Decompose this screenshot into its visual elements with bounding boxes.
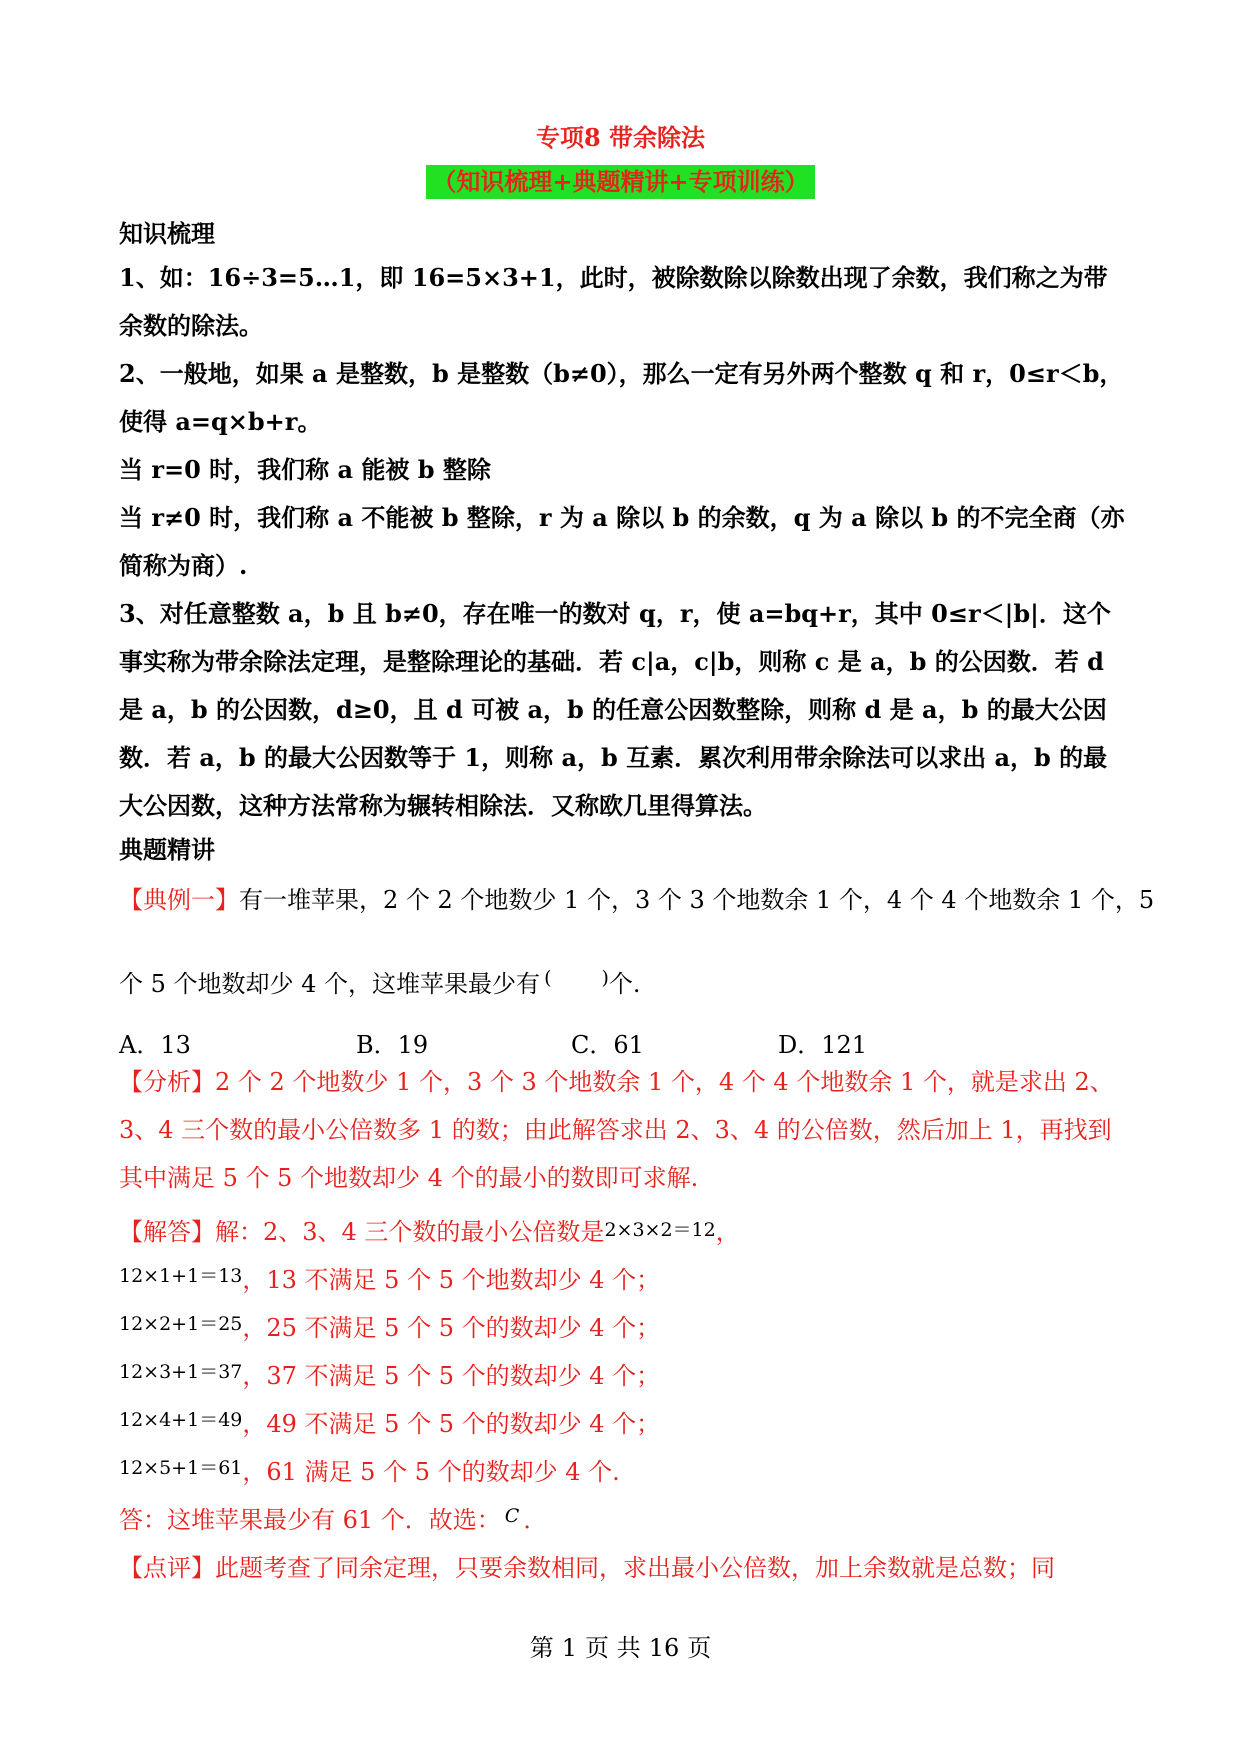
paragraph-4: 当 r≠0 时，我们称 a 不能被 b 整除，r 为 a 除以 b 的余数，q 为 a 除以 b 的不完全商（亦简称为商）. xyxy=(119,503,1125,580)
step-text: ，61 满足 5 个 5 个的数却少 4 个. xyxy=(242,1458,620,1486)
choice-b: B．19 xyxy=(356,1031,429,1059)
comment-line xyxy=(119,1548,1055,1583)
answer-text: 答：这堆苹果最少有 61 个．故选： xyxy=(119,1506,501,1534)
paragraph-5: 3、对任意整数 a，b 且 b≠0，存在唯一的数对 q，r，使 a=bq+r，其中 0≤r＜|b|．这个事实称为带余除法定理，是整除理论的基础．若 c|a，c|b，则称 c 是 a，b 的公因数．若 d 是 a，b 的公因数，d≥0，且 d 可被 a，b 的任意公因数整除，则称 d 是 a，b 的最大公因数．若 a，b 的最大公因数等于 1，则称 a，b 互素．累次利用带余除法可以求出 a，b 的最大公因数，这种方法常称为辗转相除法．又称欧几里得算法。 xyxy=(119,599,1111,820)
answer-choice: C xyxy=(504,1505,520,1527)
paragraph-3: 当 r=0 时，我们称 a 能被 b 整除 xyxy=(119,455,491,484)
step-formula: 12×2+1＝25 xyxy=(119,1313,243,1335)
solution-tag: 【解答】 xyxy=(119,1218,215,1246)
subtitle-wrap xyxy=(0,165,1241,199)
paragraph-2: 2、一般地，如果 a 是整数，b 是整数（b≠0），那么一定有另外两个整数 q 和 r，0≤r＜b，使得 a=q×b+r。 xyxy=(119,359,1124,436)
paragraph-1: 1、如：16÷3=5…1，即 16=5×3+1，此时，被除数除以除数出现了余数，我们称之为带余数的除法。 xyxy=(119,263,1108,340)
answer-paren-close: ) xyxy=(601,967,609,989)
step-formula: 12×1+1＝13 xyxy=(119,1265,243,1287)
solution-step-5 xyxy=(119,1452,620,1487)
example-line-1 xyxy=(119,880,1154,915)
solution-line xyxy=(119,1212,740,1247)
footer-prefix: 第 xyxy=(529,1634,554,1662)
solution-step-3 xyxy=(119,1356,660,1391)
step-text: ，37 不满足 5 个 5 个的数却少 4 个； xyxy=(242,1362,661,1390)
answer-paren-open: ( xyxy=(544,967,552,989)
solution-formula: 2×3×2＝12 xyxy=(604,1219,716,1241)
example-tag: 【典例一】 xyxy=(119,886,239,914)
solution-text: 解：2、3、4 三个数的最小公倍数是 xyxy=(215,1218,605,1246)
choice-c: C．61 xyxy=(571,1031,644,1059)
step-text: ，25 不满足 5 个 5 个的数却少 4 个； xyxy=(242,1314,661,1342)
solution-step-2 xyxy=(119,1308,660,1343)
example-text-2a: 个 5 个地数却少 4 个，这堆苹果最少有 xyxy=(119,970,541,998)
section-heading-knowledge: 知识梳理 xyxy=(119,219,215,248)
solution-step-1 xyxy=(119,1260,660,1295)
section-heading-examples: 典题精讲 xyxy=(119,835,215,864)
analysis-paragraph xyxy=(119,1058,1129,1202)
example-text-1: 有一堆苹果，2 个 2 个地数少 1 个，3 个 3 个地数余 1 个，4 个 4 个地数余 1 个，5 xyxy=(239,886,1155,914)
analysis-tag: 【分析】 xyxy=(119,1068,215,1096)
footer-mid: 页 共 xyxy=(585,1634,641,1662)
choice-d: D．121 xyxy=(778,1031,868,1059)
analysis-text: 2 个 2 个地数少 1 个，3 个 3 个地数余 1 个，4 个 4 个地数余 1 个，就是求出 2、3、4 三个数的最小公倍数多 1 的数；由此解答求出 2、3、4 的公倍数，然后加上 1，再找到其中满足 5 个 5 个地数却少 4 个的最小的数即可求解. xyxy=(119,1068,1114,1192)
solution-end: ， xyxy=(715,1218,740,1246)
answer-line xyxy=(119,1500,547,1535)
page-footer xyxy=(0,1628,1241,1663)
step-formula: 12×5+1＝61 xyxy=(119,1457,243,1479)
footer-total-pages: 16 xyxy=(648,1634,680,1662)
solution-step-4 xyxy=(119,1404,660,1439)
footer-suffix: 页 xyxy=(687,1634,712,1662)
step-formula: 12×3+1＝37 xyxy=(119,1361,243,1383)
footer-page-number: 1 xyxy=(561,1634,578,1662)
comment-text: 此题考查了同余定理，只要余数相同，求出最小公倍数，加上余数就是总数；同 xyxy=(215,1554,1055,1582)
choice-a: A．13 xyxy=(119,1031,191,1059)
page-subtitle: （知识梳理+典题精讲+专项训练） xyxy=(426,165,814,199)
answer-end: ． xyxy=(523,1506,548,1534)
page-title: 专项8 带余除法 xyxy=(535,123,706,152)
example-line-2 xyxy=(119,964,641,999)
example-text-2b: 个. xyxy=(608,970,641,998)
step-text: ，13 不满足 5 个 5 个地数却少 4 个； xyxy=(242,1266,661,1294)
step-text: ，49 不满足 5 个 5 个的数却少 4 个； xyxy=(242,1410,661,1438)
comment-tag: 【点评】 xyxy=(119,1554,215,1582)
step-formula: 12×4+1＝49 xyxy=(119,1409,243,1431)
